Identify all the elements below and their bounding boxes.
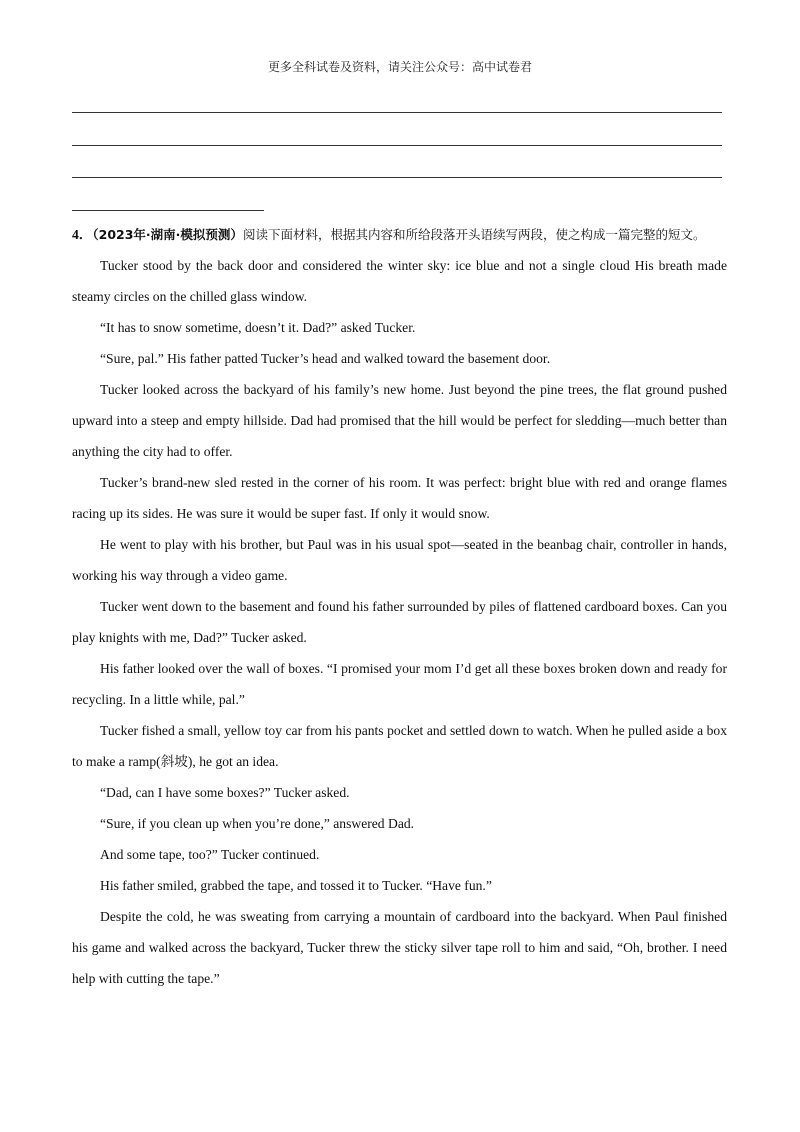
story-paragraph: His father smiled, grabbed the tape, and tossed it to Tucker. “Have fun.” [100,878,492,893]
header-notice: 更多全科试卷及资料，请关注公众号：高中试卷君 [267,60,532,74]
story-paragraph: “Sure, pal.” His father patted Tucker’s head and walked toward the basement door. [100,351,551,366]
question-source: （2023年·湖南·模拟预测） [92,227,243,242]
question-instruction: 阅读下面材料，根据其内容和所给段落开头语续写两段，使之构成一篇完整的短文。 [242,227,706,242]
answer-line [72,112,722,113]
story-paragraph: Tucker fished a small, yellow toy car from his pants pocket and settled down to watch. When he pulled aside a box to make a ramp(斜坡), he got an idea. [72,723,727,769]
story-paragraph: Tucker looked across the backyard of his family’s new home. Just beyond the pine trees, the flat ground pushed upward into a steep and empty hillside. Dad had promised that the hill would be perfect for sledding—much better than anything the city had to offer. [72,382,727,459]
story-paragraph: And some tape, too?” Tucker continued. [100,847,320,862]
story-paragraph: Tucker’s brand-new sled rested in the corner of his room. It was perfect: bright blue with red and orange flames racing up its sides. He was sure it would be super fast. If only it would snow. [72,475,727,521]
answer-line [72,145,722,146]
story-paragraph: Tucker went down to the basement and found his father surrounded by piles of flattened cardboard boxes. Can you play knights with me, Dad?” Tucker asked. [72,599,727,645]
question-content [72,220,727,994]
question-number: 4． [72,227,93,242]
story-paragraph: He went to play with his brother, but Paul was in his usual spot—seated in the beanbag chair, controller in hands, working his way through a video game. [72,537,727,583]
story-paragraph: Tucker stood by the back door and considered the winter sky: ice blue and not a single cloud His breath made steamy circles on the chilled glass window. [72,258,727,304]
answer-line [72,177,722,178]
story-paragraph: “It has to snow sometime, doesn’t it. Dad?” asked Tucker. [100,320,416,335]
story-paragraph: “Dad, can I have some boxes?” Tucker asked. [100,785,350,800]
story-paragraph: Despite the cold, he was sweating from carrying a mountain of cardboard into the backyard. When Paul finished his game and walked across the backyard, Tucker threw the sticky silver tape roll to him and said, “Oh, brother. I need help with cutting the tape.” [72,909,727,986]
story-paragraph: “Sure, if you clean up when you’re done,” answered Dad. [100,816,415,831]
story-paragraph: His father looked over the wall of boxes. “I promised your mom I’d get all these boxes broken down and ready for recycling. In a little while, pal.” [72,661,727,707]
answer-line-short [72,210,264,211]
question-heading [72,220,727,250]
